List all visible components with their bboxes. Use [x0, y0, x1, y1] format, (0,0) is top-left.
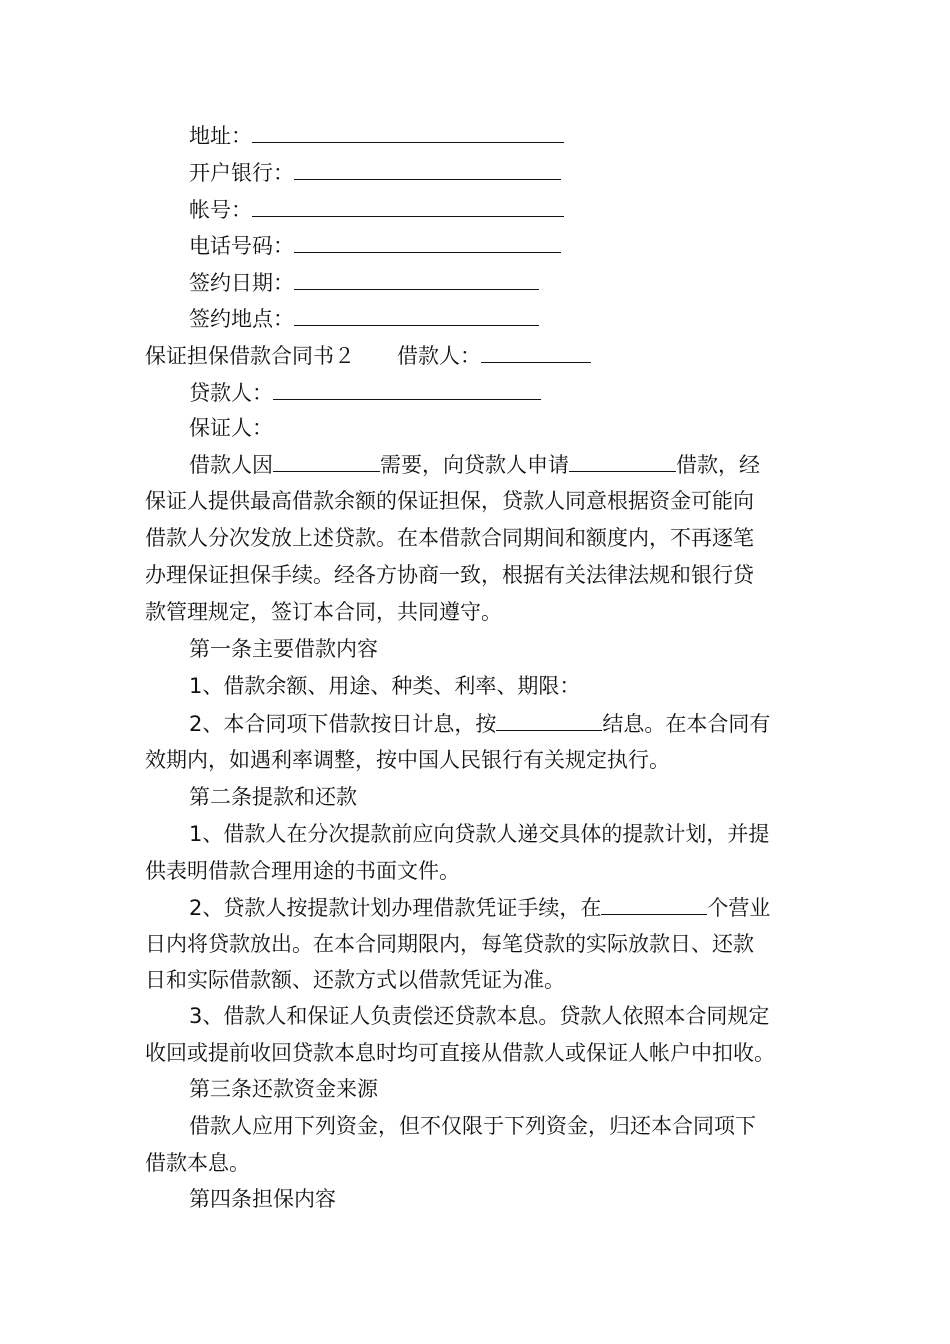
phone-blank [294, 227, 561, 253]
paragraph-1-line-3: 借款人分次发放上述贷款。在本借款合同期间和额度内，不再逐笔 [145, 526, 754, 550]
business-days-blank [601, 889, 707, 915]
paragraph-1-line-4: 办理保证担保手续。经各方协商一致，根据有关法律法规和银行贷 [145, 563, 754, 587]
borrower-label: 借款人： [397, 344, 481, 368]
article-3-line-1: 借款人应用下列资金，但不仅限于下列资金，归还本合同项下 [189, 1114, 756, 1138]
guarantor-label: 保证人： [189, 416, 273, 440]
sign-date-blank [294, 264, 539, 290]
lender-label: 贷款人： [189, 381, 273, 405]
account-label: 帐号： [189, 198, 252, 222]
contract-title: 保证担保借款合同书２ [145, 344, 355, 368]
sign-date-label: 签约日期： [189, 271, 294, 295]
article-2-item-3-line-1: 3、借款人和保证人负责偿还贷款本息。贷款人依照本合同规定 [189, 1004, 770, 1028]
sign-place-line [145, 300, 810, 337]
article-1-item-1: 1、借款余额、用途、种类、利率、期限： [189, 674, 581, 698]
article-2-item-2-line-1 [145, 889, 810, 926]
article-1-item-2-line-1 [145, 705, 810, 742]
article-2-item-2-line-3: 日和实际借款额、还款方式以借款凭证为准。 [145, 968, 565, 992]
amount-blank [569, 446, 676, 472]
paragraph-1-line-5: 款管理规定，签订本合同，共同遵守。 [145, 600, 502, 624]
article-4-title: 第四条担保内容 [189, 1187, 336, 1211]
article-3-line-2: 借款本息。 [145, 1151, 250, 1175]
article-3-title: 第三条还款资金来源 [189, 1077, 378, 1101]
contract-title-line [145, 337, 810, 374]
phone-line [145, 227, 810, 264]
art1-item2-text-b: 结息。在本合同有 [602, 712, 771, 736]
borrower-blank [481, 337, 591, 363]
bank-label: 开户银行： [189, 161, 294, 185]
p1-text-a: 借款人因 [189, 453, 273, 477]
bank-line [145, 154, 810, 191]
article-2-item-2-line-2: 日内将贷款放出。在本合同期限内，每笔贷款的实际放款日、还款 [145, 932, 754, 956]
paragraph-1-line-1 [145, 446, 810, 483]
art2-item2-text-b: 个营业 [707, 896, 771, 920]
article-2-item-3-line-2: 收回或提前收回贷款本息时均可直接从借款人或保证人帐户中扣收。 [145, 1041, 775, 1065]
article-1-title: 第一条主要借款内容 [189, 637, 378, 661]
address-label: 地址： [189, 124, 252, 148]
address-line [145, 117, 810, 154]
sign-date-line [145, 264, 810, 301]
sign-place-label: 签约地点： [189, 307, 294, 331]
p1-text-b: 需要，向贷款人申请 [380, 453, 569, 477]
art2-item2-text-a: 2、贷款人按提款计划办理借款凭证手续，在 [189, 896, 602, 920]
account-blank [252, 191, 564, 217]
lender-line [145, 374, 810, 411]
article-2-item-1-line-1: 1、借款人在分次提款前应向贷款人递交具体的提款计划，并提 [189, 822, 770, 846]
p1-text-c: 借款，经 [676, 453, 760, 477]
bank-blank [294, 154, 561, 180]
article-1-item-2-line-2: 效期内，如遇利率调整，按中国人民银行有关规定执行。 [145, 748, 670, 772]
sign-place-blank [294, 300, 539, 326]
phone-label: 电话号码： [189, 234, 294, 258]
guarantor-line [145, 410, 810, 447]
lender-blank [273, 374, 541, 400]
account-line [145, 191, 810, 228]
paragraph-1-line-2: 保证人提供最高借款余额的保证担保，贷款人同意根据资金可能向 [145, 489, 754, 513]
article-2-title: 第二条提款和还款 [189, 785, 357, 809]
art1-item2-text-a: 2、本合同项下借款按日计息，按 [189, 712, 497, 736]
address-blank [252, 117, 564, 143]
article-2-item-1-line-2: 供表明借款合理用途的书面文件。 [145, 859, 460, 883]
reason-blank [273, 446, 380, 472]
settlement-blank [496, 705, 602, 731]
